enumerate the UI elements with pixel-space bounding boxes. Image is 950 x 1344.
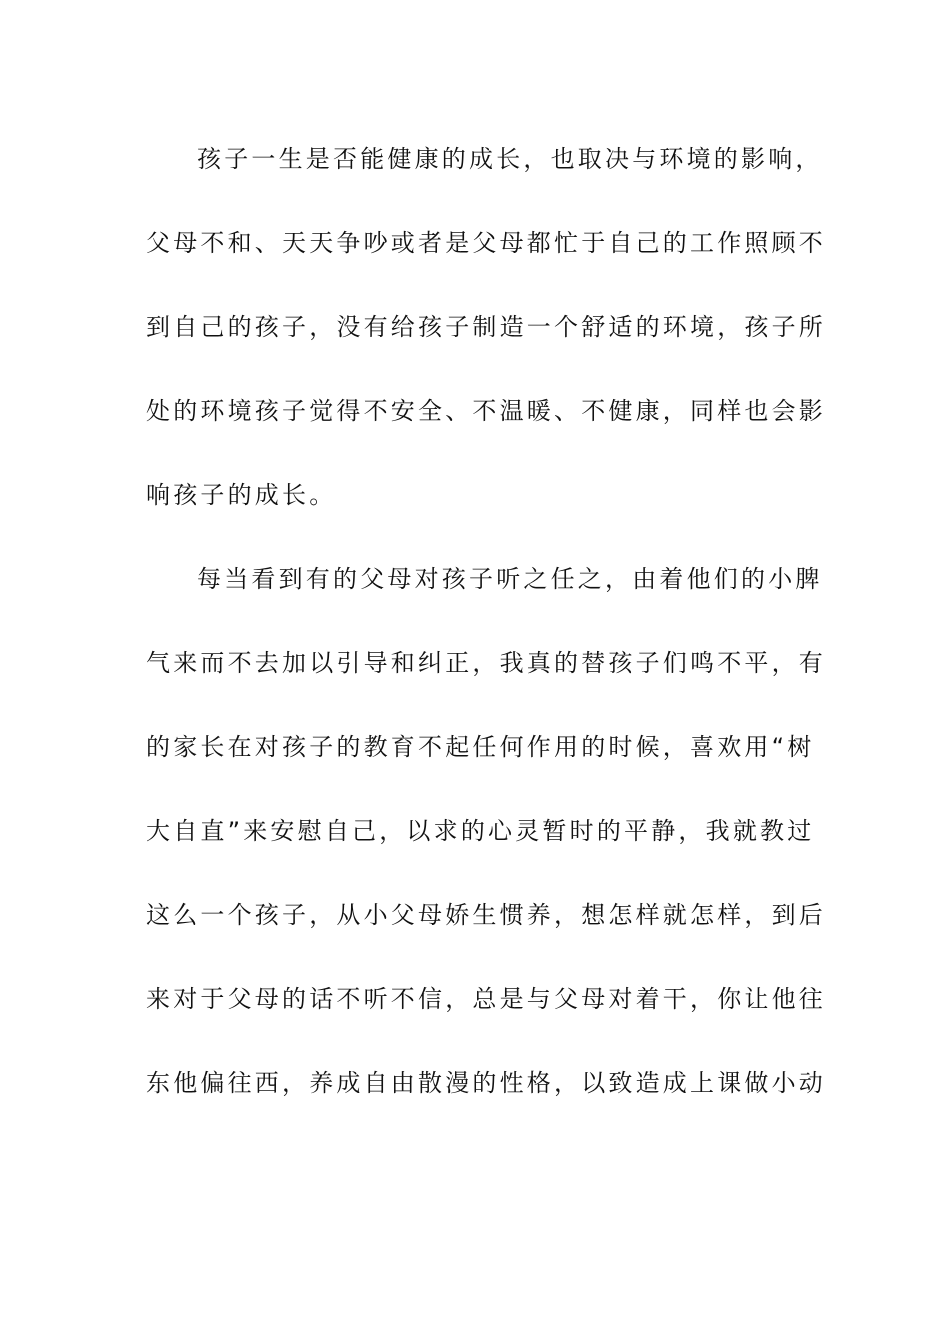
text-line: 气来而不去加以引导和纠正，我真的替孩子们鸣不平，有 [146, 649, 826, 677]
text-line: 父母不和、天天争吵或者是父母都忙于自己的工作照顾不 [146, 229, 826, 257]
text-line: 大自直”来安慰自己，以求的心灵暂时的平静，我就教过 [146, 817, 815, 845]
text-line: 东他偏往西，养成自由散漫的性格，以致造成上课做小动 [146, 1069, 826, 1097]
text-line: 的家长在对孩子的教育不起任何作用的时候，喜欢用“树 [146, 733, 815, 761]
text-line: 处的环境孩子觉得不安全、不温暖、不健康，同样也会影 [146, 397, 826, 425]
text-line: 到自己的孩子，没有给孩子制造一个舒适的环境，孩子所 [146, 313, 826, 341]
text-line: 这么一个孩子，从小父母娇生惯养，想怎样就怎样，到后 [146, 901, 826, 929]
text-line: 孩子一生是否能健康的成长，也取决与环境的影响， [197, 145, 823, 173]
text-line: 每当看到有的父母对孩子听之任之，由着他们的小脾 [197, 565, 823, 593]
text-line: 响孩子的成长。 [146, 481, 337, 509]
text-line: 来对于父母的话不听不信，总是与父母对着干，你让他往 [146, 985, 826, 1013]
